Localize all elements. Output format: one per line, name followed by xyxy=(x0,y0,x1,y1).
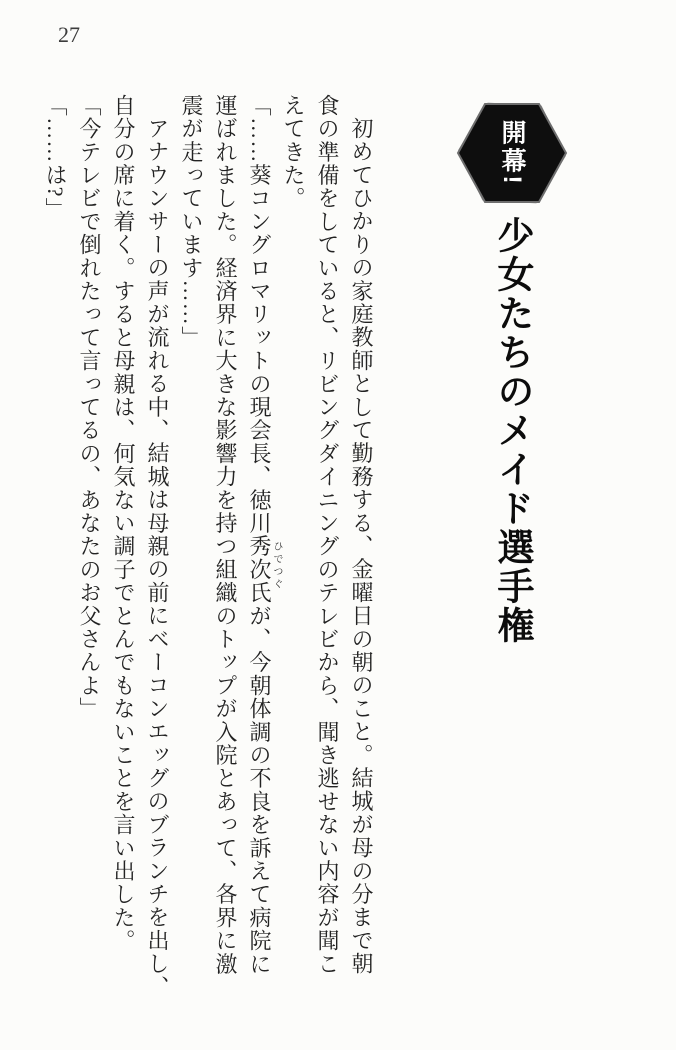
chapter-badge xyxy=(455,99,569,207)
body-line: 「今テレビで倒れたって言ってるの、あなたのお父さんよ」 xyxy=(77,94,102,721)
body-text xyxy=(38,94,378,1014)
chapter-badge-label: 開幕! xyxy=(498,119,526,187)
body-line: アナウンサーの声が流れる中、結城は母親の前にベーコンエッグのブランチを出し、 xyxy=(145,117,170,999)
page-number: 27 xyxy=(58,22,80,47)
chapter-header xyxy=(448,99,576,645)
body-line: 自分の席に着く。すると母親は、何気ない調子でとんでもないことを言い出した。 xyxy=(111,94,136,953)
body-line: えてきた。 xyxy=(281,94,306,210)
body-line: 運ばれました。経済界に大きな影響力を持つ組織のトップが入院とあって、各界に激 xyxy=(213,94,238,976)
furigana-hidetsugu: ひでつぐ xyxy=(271,541,282,591)
body-line: 「……葵コングロマリットの現会長、徳川秀次氏が、今朝体調の不良を訴えて病院に xyxy=(247,94,272,976)
body-line: 「……は?」 xyxy=(43,94,68,221)
body-line: 食の準備をしていると、リビングダイニングのテレビから、聞き逃せない内容が聞こ xyxy=(315,94,340,976)
body-line: 震が走っています……」 xyxy=(179,94,204,350)
chapter-title: 少女たちのメイド選手権 xyxy=(492,216,533,645)
body-line: 初めてひかりの家庭教師として勤務する、金曜日の朝のこと。結城が母の分まで朝 xyxy=(349,117,374,976)
